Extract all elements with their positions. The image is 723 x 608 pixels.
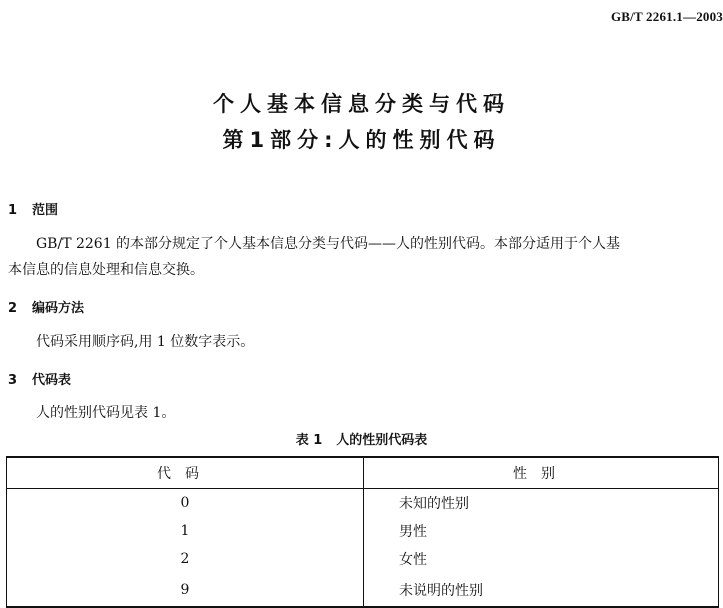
table-cell-gender: 未说明的性别 (364, 573, 719, 607)
section-paragraph-line: 本信息的信息处理和信息交换。 (8, 262, 204, 278)
table-header-code: 代码 (7, 457, 364, 489)
document-title: 个人基本信息分类与代码 (213, 92, 510, 116)
section-title: 代码表 (32, 373, 72, 388)
gender-code-table (6, 456, 719, 608)
document-subtitle: 第1部分:人的性别代码 (222, 128, 501, 152)
section-title: 范围 (32, 203, 59, 218)
table-caption (0, 429, 723, 448)
section-title: 编码方法 (32, 301, 85, 316)
section-number: 1 (8, 203, 18, 218)
table-header-row (7, 457, 719, 489)
section-number: 2 (8, 301, 18, 316)
table-row (7, 489, 719, 518)
section-heading-scope (8, 199, 58, 218)
table-cell-code: 0 (7, 489, 364, 518)
section-paragraph-line: GB/T 2261 的本部分规定了个人基本信息分类与代码——人的性别代码。本部分适用于个人基 (36, 236, 621, 252)
table-row (7, 573, 719, 607)
table-cell-code: 2 (7, 545, 364, 573)
section-paragraph-line: 代码采用顺序码,用 1 位数字表示。 (36, 334, 255, 350)
table-cell-gender: 未知的性别 (364, 489, 719, 518)
table-cell-code: 9 (7, 573, 364, 607)
section-paragraph-line: 人的性别代码见表 1。 (36, 405, 176, 421)
table-row (7, 545, 719, 573)
standard-number: GB/T 2261.1—2003 (610, 9, 723, 24)
table-row (7, 517, 719, 545)
table-header-gender: 性别 (364, 457, 719, 489)
table-caption-title: 人的性别代码表 (336, 433, 428, 448)
section-heading-coding-method (8, 297, 84, 316)
table-caption-label: 表 1 (295, 433, 323, 448)
table-cell-code: 1 (7, 517, 364, 545)
section-heading-code-table (8, 369, 71, 388)
table-cell-gender: 男性 (364, 517, 719, 545)
table-cell-gender: 女性 (364, 545, 719, 573)
section-number: 3 (8, 373, 18, 388)
